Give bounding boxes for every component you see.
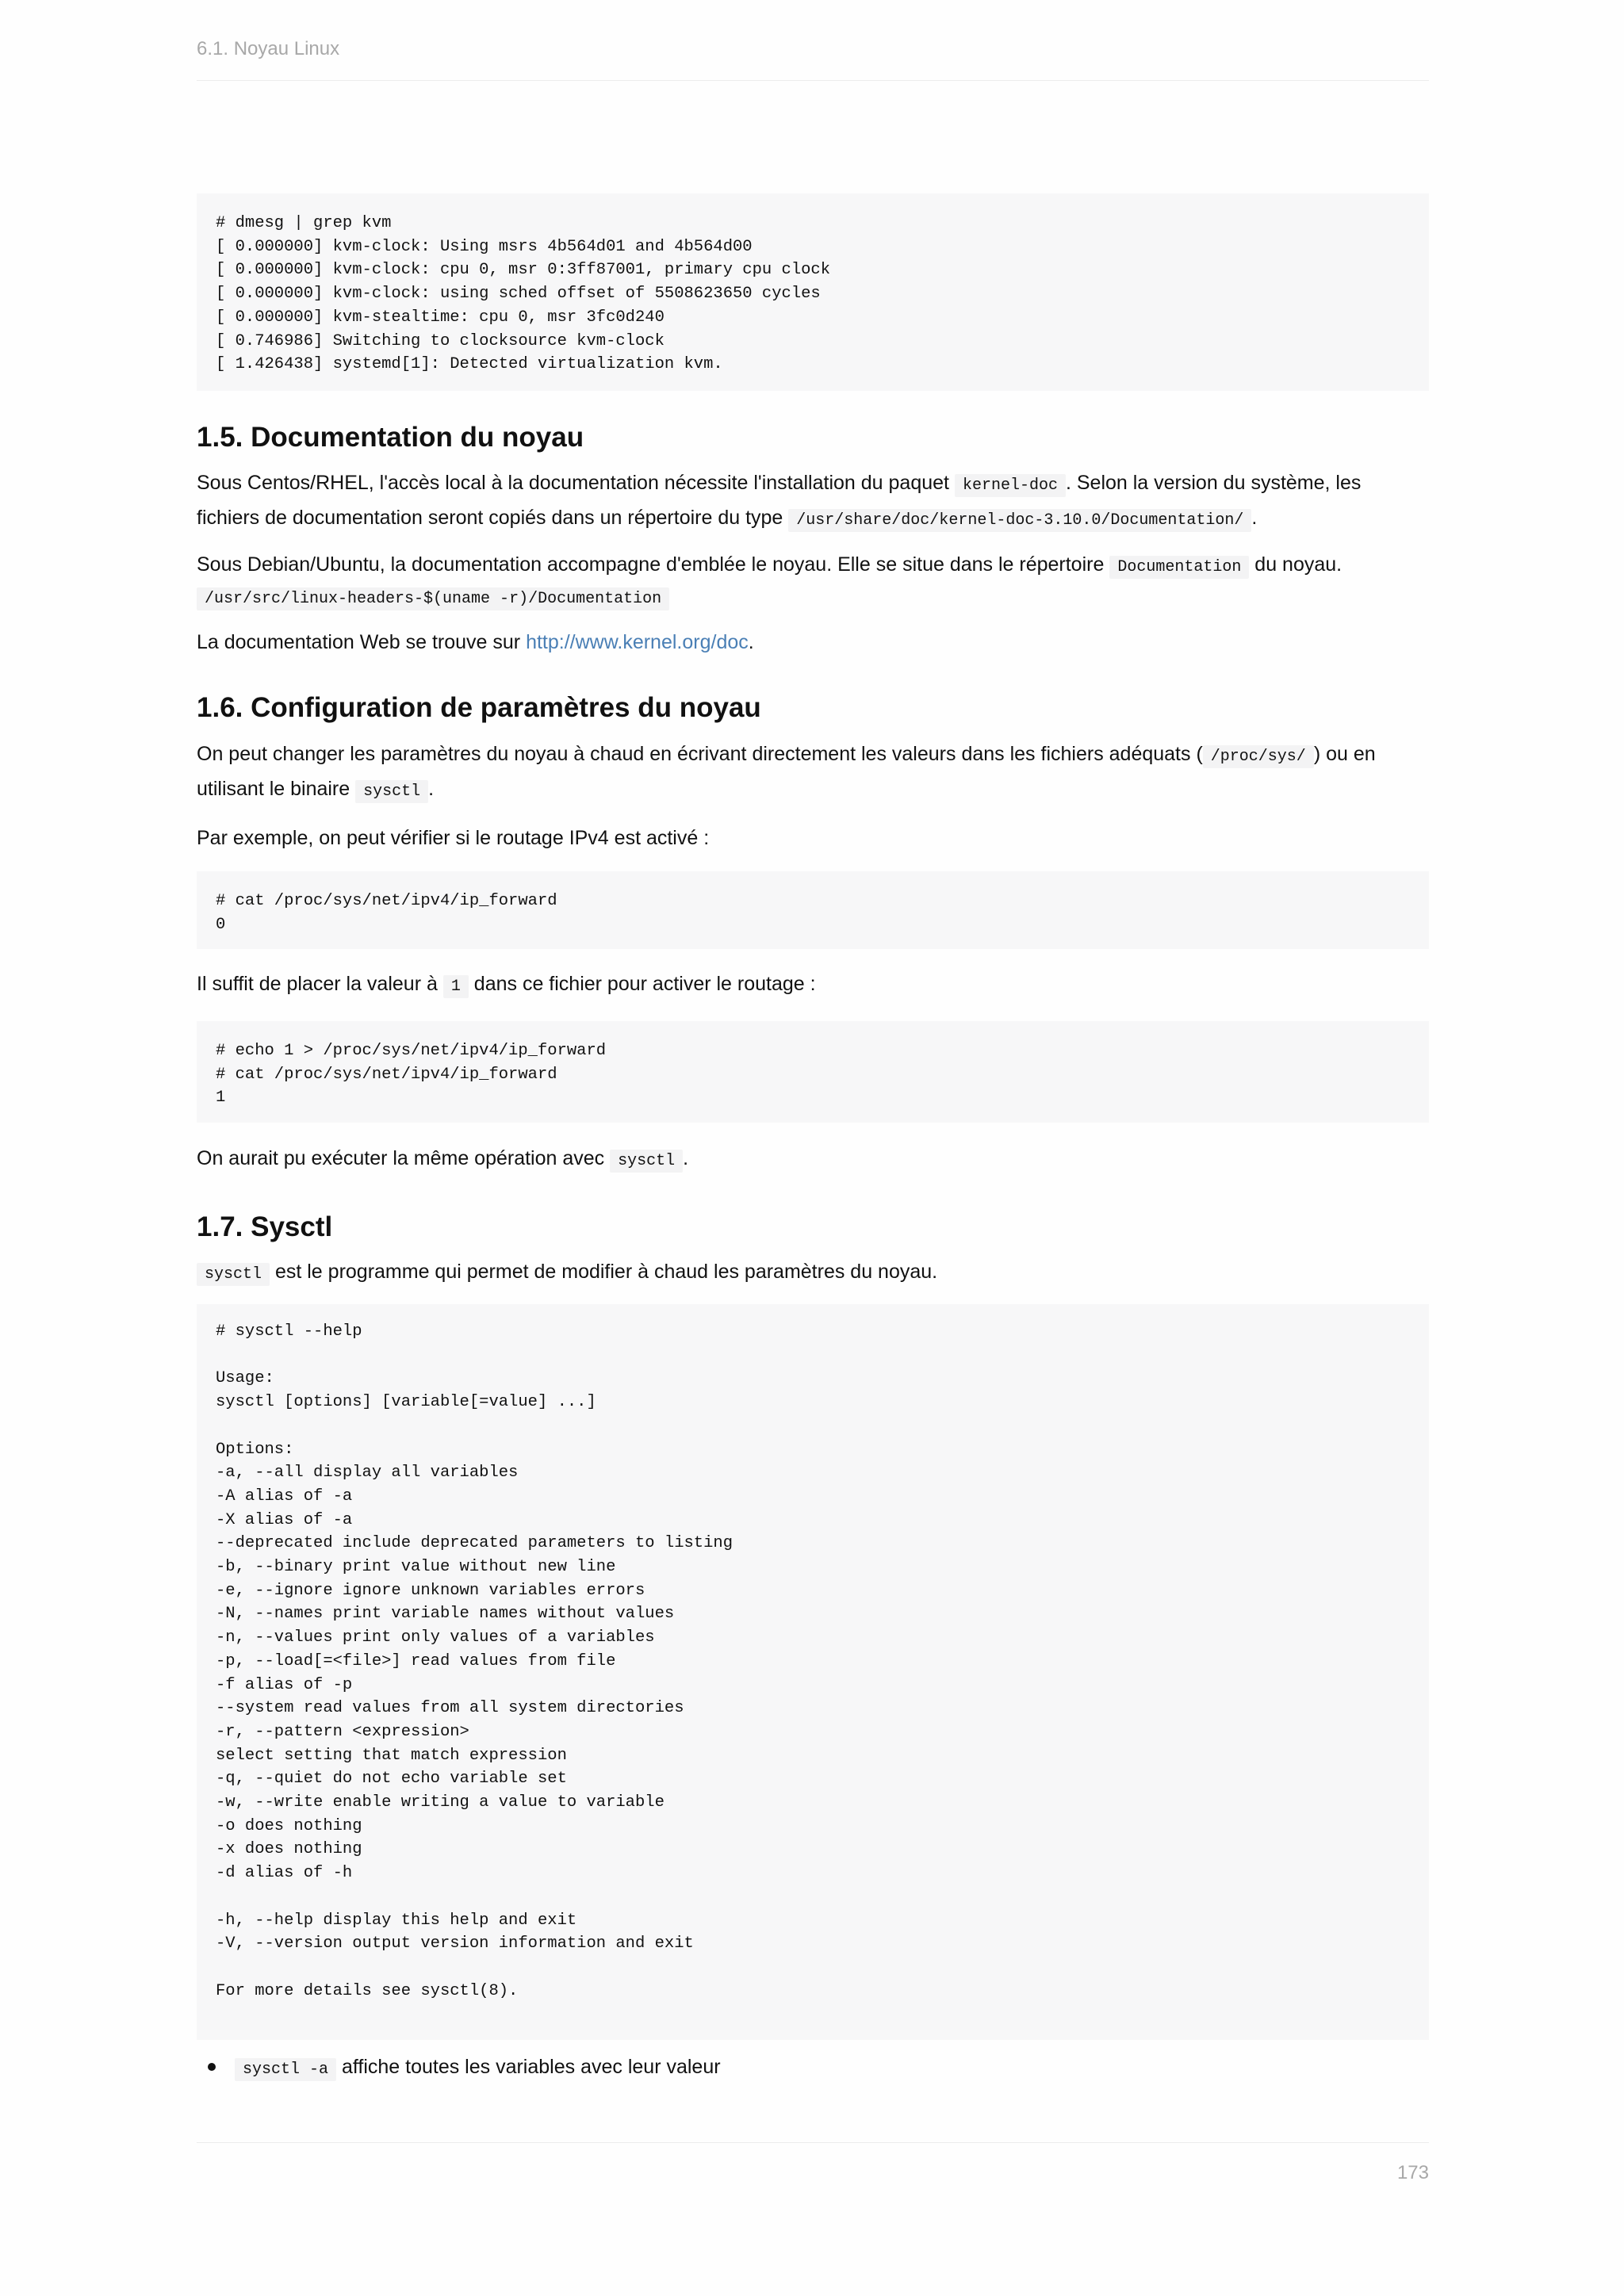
heading-sysctl: 1.7. Sysctl [197, 1211, 333, 1242]
code-block-sysctl-help: # sysctl --help Usage: sysctl [options] [variable[=value] ...] Options: -a, --all display all variables -A alias of -a -X alias of -a --deprecated include deprecated parameters to listing -b, --binary print value without new line -e, --ignore ignore unknown variables errors -N, --names print variable names without values -n, --values print only values of a variables -p, --load[=<file>] read values from file -f alias of -p --system read values from all system directories -r, --pattern <expression> select setting that match expression -q, --quiet do not echo variable set -w, --write enable writing a value to variable -o does nothing -x does nothing -d alias of -h -h, --help display this help and exit -V, --version output version information and exit For more details see sysctl(8). [197, 1304, 1429, 2040]
inline-code-sysctl: sysctl [197, 1263, 270, 1286]
text-run: ) ou en utilisant le binaire [197, 743, 1376, 800]
page-content [197, 193, 1429, 2086]
paragraph-debian-doc [197, 550, 1429, 614]
text-run: Sous Centos/RHEL, l'accès local à la documentation nécessite l'installation du paquet [197, 472, 955, 494]
text-run: . [1251, 507, 1258, 529]
inline-code-headers-path: /usr/src/linux-headers-$(uname -r)/Documentation [197, 587, 669, 610]
paragraph-sysctl-intro [197, 1256, 1429, 1291]
bullet-list [197, 2051, 1429, 2086]
inline-code-proc-sys: /proc/sys/ [1203, 745, 1314, 768]
list-item [210, 2051, 1429, 2086]
inline-code-kernel-doc: kernel-doc [955, 474, 1066, 497]
text-run: La documentation Web se trouve sur [197, 631, 527, 653]
text-run: dans ce fichier pour activer le routage : [468, 973, 816, 995]
text-run: . [428, 778, 435, 800]
text-run: Il suffit de placer la valeur à [197, 973, 443, 995]
inline-code-doc-path: /usr/share/doc/kernel-doc-3.10.0/Documentation/ [788, 509, 1251, 532]
text-run: . [748, 631, 754, 653]
header-divider [197, 80, 1429, 81]
paragraph-web-doc [197, 626, 1429, 658]
text-run: . [683, 1147, 689, 1169]
text-run: On aurait pu exécuter la même opération avec [197, 1147, 611, 1169]
text-run: du noyau. [1249, 553, 1342, 576]
bullet-dot [208, 2063, 216, 2071]
text-run: On peut changer les paramètres du noyau à chaud en écrivant directement les valeurs dans les fichiers adéquats ( [197, 743, 1203, 765]
inline-code-one: 1 [443, 975, 469, 998]
running-header: 6.1. Noyau Linux [197, 38, 340, 59]
paragraph-centos-doc [197, 467, 1429, 537]
footer-divider [197, 2142, 1429, 2143]
code-block-echo-ip-forward: # echo 1 > /proc/sys/net/ipv4/ip_forward # cat /proc/sys/net/ipv4/ip_forward 1 [197, 1021, 1429, 1123]
paragraph-change-parameters [197, 738, 1429, 808]
inline-code-sysctl-a: sysctl -a [235, 2058, 336, 2081]
code-block-dmesg: # dmesg | grep kvm [ 0.000000] kvm-clock: Using msrs 4b564d01 and 4b564d00 [ 0.000000] kvm-clock: cpu 0, msr 0:3ff87001, primary cpu clock [ 0.000000] kvm-clock: using sched offset of 5508623650 cycles [ 0.000000] kvm-stealtime: cpu 0, msr 3fc0d240 [ 0.746986] Switching to clocksource kvm-clock [ 1.426438] systemd[1]: Detected virtualization kvm. [197, 193, 1429, 391]
inline-code-documentation: Documentation [1109, 556, 1249, 579]
page-number: 173 [1396, 2162, 1429, 2183]
heading-documentation-du-noyau: 1.5. Documentation du noyau [197, 422, 584, 453]
heading-configuration-parametres: 1.6. Configuration de paramètres du noyau [197, 692, 761, 723]
paragraph-sysctl-alternative [197, 1142, 1429, 1177]
paragraph-example-ipv4: Par exemple, on peut vérifier si le routage IPv4 est activé : [197, 827, 710, 849]
kernel-doc-link[interactable]: http://www.kernel.org/doc [526, 631, 749, 653]
text-run: affiche toutes les variables avec leur valeur [336, 2056, 721, 2078]
paragraph-set-value [197, 968, 1429, 1003]
inline-code-sysctl: sysctl [610, 1150, 683, 1173]
text-run: . Selon la version du système, les fichiers de documentation seront copiés dans un répertoire du type [197, 472, 1362, 529]
inline-code-sysctl: sysctl [355, 780, 428, 803]
text-run: est le programme qui permet de modifier à chaud les paramètres du noyau. [270, 1261, 938, 1283]
text-run: Sous Debian/Ubuntu, la documentation accompagne d'emblée le noyau. Elle se situe dans le répertoire [197, 553, 1110, 576]
code-block-cat-ip-forward: # cat /proc/sys/net/ipv4/ip_forward 0 [197, 871, 1429, 949]
